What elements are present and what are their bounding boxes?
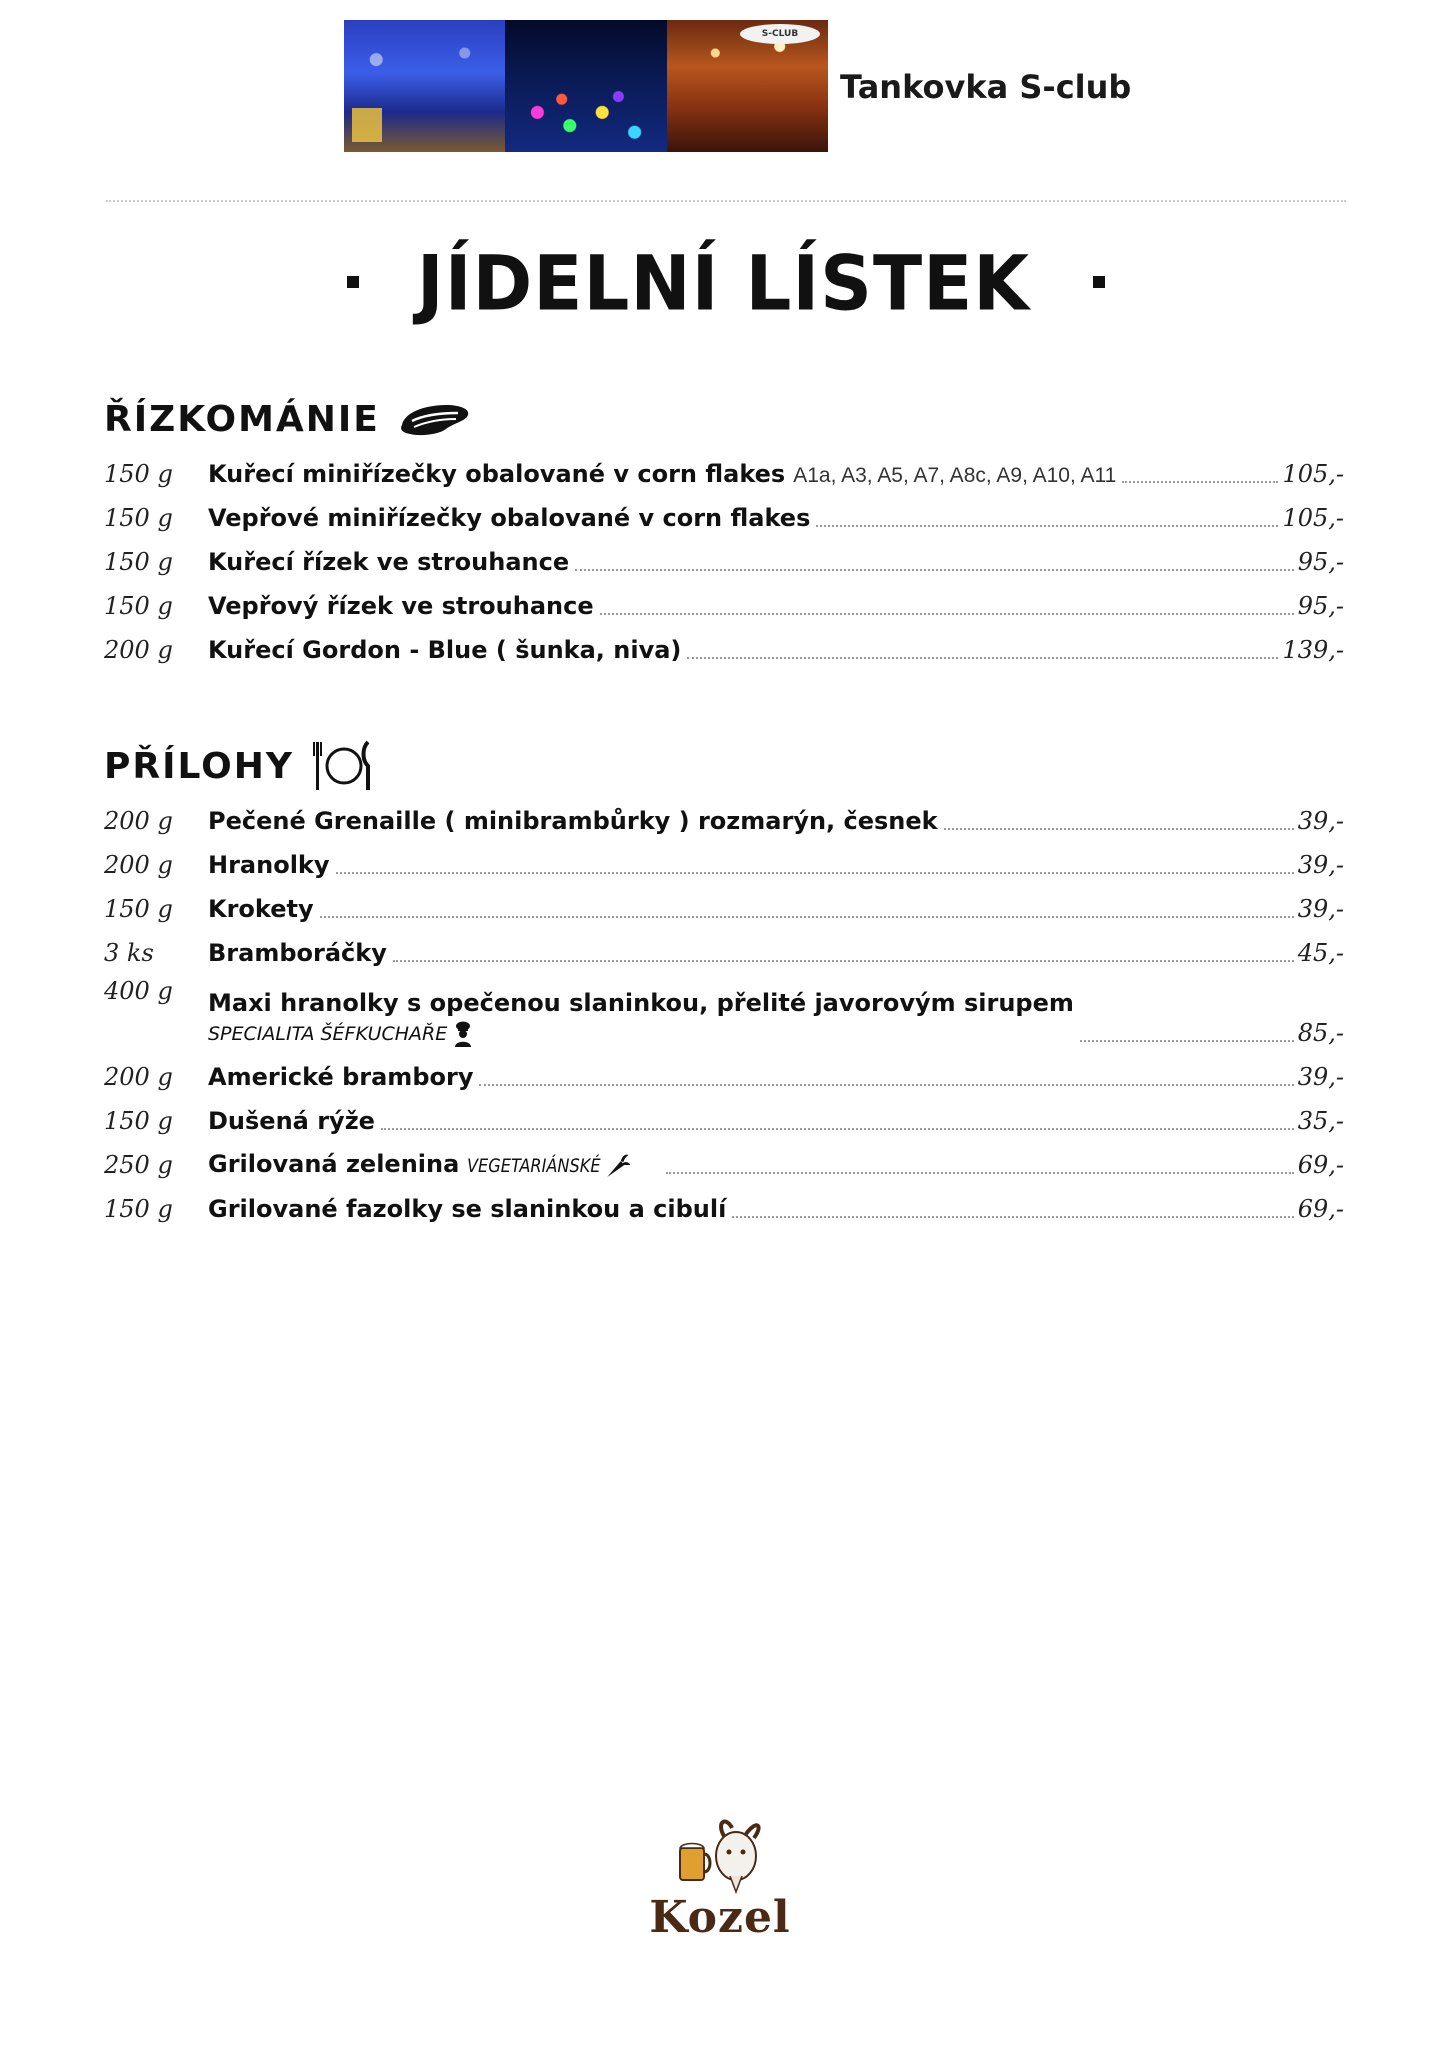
menu-item [104, 1183, 1344, 1227]
chef-special-label: SPECIALITA ŠÉFKUCHAŘE [208, 1023, 448, 1045]
menu-item [104, 927, 1344, 971]
menu-item [104, 492, 1344, 536]
menu-item [104, 1051, 1344, 1095]
dot-leader [944, 827, 1294, 830]
dot-leader [393, 959, 1294, 962]
bowling-photo [344, 20, 505, 152]
item-weight: 150 g [104, 1195, 173, 1223]
dot-leader [336, 871, 1294, 874]
item-weight: 150 g [104, 548, 173, 576]
item-name-block [208, 1063, 473, 1095]
item-name: Maxi hranolky s opečenou slaninkou, přelité javorovým sirupem [208, 989, 1074, 1017]
disco-photo [505, 20, 666, 152]
item-weight: 150 g [104, 504, 173, 532]
item-price: 45,- [1297, 939, 1344, 967]
title-bullet-right [1093, 276, 1105, 288]
item-price: 39,- [1297, 807, 1344, 835]
item-name: Krokety [208, 895, 314, 923]
item-name: Vepřové miniřízečky obalované v corn flakes [208, 504, 811, 532]
section-title: ŘÍZKOMÁNIE [104, 398, 380, 440]
schnitzel-icon [398, 399, 472, 439]
menu-section-rizkomanie [104, 390, 1344, 668]
item-name-block [208, 1195, 726, 1227]
page-title: JÍDELNÍ LÍSTEK [416, 238, 1031, 328]
item-name-block [208, 1107, 375, 1139]
title-row [0, 238, 1447, 328]
item-weight: 250 g [104, 1151, 173, 1179]
header-divider [106, 200, 1346, 202]
item-name: Vepřový řízek ve strouhance [208, 592, 594, 620]
item-weight: 200 g [104, 1063, 173, 1091]
item-weight: 200 g [104, 636, 173, 664]
menu-item [104, 971, 1344, 1051]
item-name-line [208, 460, 1116, 488]
chef-icon [453, 1021, 473, 1047]
item-price: 39,- [1297, 1063, 1344, 1091]
menu-item [104, 795, 1344, 839]
item-name-block [208, 989, 1074, 1051]
item-price: 139,- [1282, 636, 1344, 664]
item-price: 85,- [1297, 1019, 1344, 1047]
item-name: Kuřecí miniřízečky obalované v corn flakes [208, 460, 786, 488]
item-name-block [208, 504, 810, 536]
section-header [104, 390, 1344, 448]
item-name-line [208, 1150, 660, 1179]
item-name-block [208, 1150, 660, 1183]
item-weight: 150 g [104, 1107, 173, 1135]
dot-leader [1080, 1039, 1294, 1042]
item-price: 105,- [1282, 504, 1344, 532]
dot-leader [687, 656, 1278, 659]
dot-leader [600, 612, 1294, 615]
menu-item [104, 839, 1344, 883]
brand-wordmark: Kozel [649, 1892, 791, 1943]
cutlery-plate-icon [312, 740, 376, 792]
dot-leader [666, 1171, 1293, 1174]
item-name: Pečené Grenaille ( minibrambůrky ) rozmarýn, česnek [208, 807, 938, 835]
item-name: Hranolky [208, 851, 330, 879]
item-name-block [208, 592, 594, 624]
dot-leader [479, 1083, 1293, 1086]
menu-item [104, 580, 1344, 624]
menu-item [104, 448, 1344, 492]
kozel-logo [640, 1810, 800, 1943]
item-name: Kuřecí řízek ve strouhance [208, 548, 570, 576]
dot-leader [732, 1215, 1293, 1218]
item-price: 95,- [1297, 548, 1344, 576]
club-name: Tankovka S-club [840, 68, 1132, 106]
item-allergens: A1a, A3, A5, A7, A8c, A9, A10, A11 [793, 464, 1117, 487]
item-name-block [208, 460, 1116, 492]
chef-special-badge [208, 1021, 1074, 1047]
item-name: Kuřecí Gordon - Blue ( šunka, niva) [208, 636, 682, 664]
menu-item [104, 883, 1344, 927]
item-name: Dušená rýže [208, 1107, 375, 1135]
menu-item [104, 1095, 1344, 1139]
vegetarian-badge [467, 1153, 631, 1179]
menu-item [104, 624, 1344, 668]
goat-with-beer-icon [640, 1810, 800, 1900]
club-logo-badge: S-CLUB [740, 24, 820, 44]
dot-leader [381, 1127, 1294, 1130]
dot-leader [320, 915, 1294, 918]
item-price: 39,- [1297, 895, 1344, 923]
item-weight: 200 g [104, 851, 173, 879]
item-name-block [208, 807, 938, 839]
item-price: 95,- [1297, 592, 1344, 620]
menu-item [104, 536, 1344, 580]
vegetarian-label: VEGETARIÁNSKÉ [467, 1155, 601, 1177]
item-name-block [208, 636, 681, 668]
item-name: Americké brambory [208, 1063, 474, 1091]
item-name-block [208, 548, 569, 580]
dot-leader [575, 568, 1294, 571]
bar-photo [667, 20, 828, 152]
section-title: PŘÍLOHY [104, 745, 294, 787]
item-weight: 200 g [104, 807, 173, 835]
item-weight: 150 g [104, 895, 173, 923]
item-price: 39,- [1297, 851, 1344, 879]
item-weight: 400 g [104, 977, 173, 1005]
item-name: Grilovaná zelenina [208, 1150, 460, 1178]
item-name-block [208, 851, 330, 883]
dot-leader [1122, 480, 1278, 483]
item-price: 69,- [1297, 1151, 1344, 1179]
section-header [104, 737, 1344, 795]
header-photo-strip [344, 20, 828, 152]
carrot-icon [606, 1153, 632, 1179]
item-name: Grilované fazolky se slaninkou a cibulí [208, 1195, 727, 1223]
item-name-block [208, 895, 314, 927]
item-weight: 3 ks [104, 939, 154, 967]
item-price: 35,- [1297, 1107, 1344, 1135]
item-price: 105,- [1282, 460, 1344, 488]
item-weight: 150 g [104, 592, 173, 620]
item-weight: 150 g [104, 460, 173, 488]
item-price: 69,- [1297, 1195, 1344, 1223]
item-name-block [208, 939, 387, 971]
menu-section-prilohy [104, 737, 1344, 1227]
item-name: Bramboráčky [208, 939, 387, 967]
menu-item [104, 1139, 1344, 1183]
dot-leader [816, 524, 1278, 527]
